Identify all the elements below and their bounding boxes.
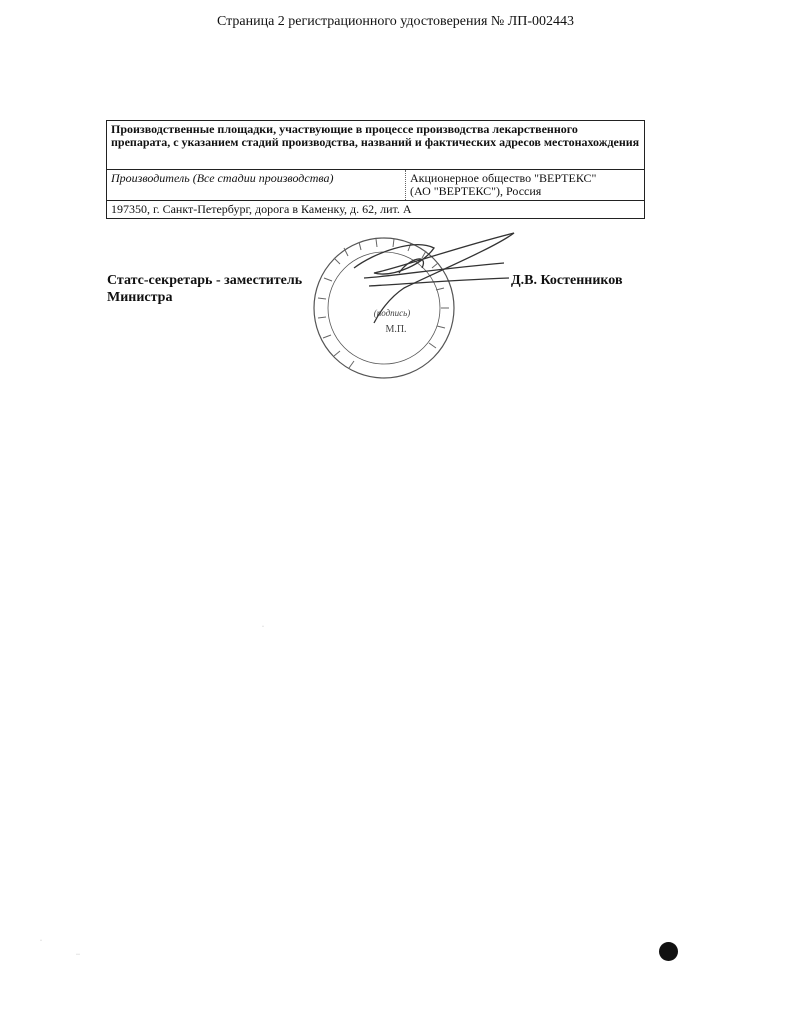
table-row — [107, 121, 645, 170]
signatory-position — [107, 272, 327, 306]
table-row — [107, 170, 645, 201]
official-stamp-and-signature — [304, 228, 544, 398]
table-heading: Производственные площадки, участвующие в процессе производства лекарственного препарата, с указанием стадий производства, названий и фактических адресов местонахождения — [107, 121, 645, 170]
scan-speck: · — [262, 624, 264, 630]
manufacturer-name — [406, 170, 645, 201]
company-short-name-line: (АО "ВЕРТЕКС"), Россия — [410, 184, 542, 198]
page-header: Страница 2 регистрационного удостоверения № ЛП-002443 — [216, 14, 575, 29]
stamp-ring-lettering — [318, 239, 449, 368]
production-sites-table — [106, 120, 645, 219]
manufacturer-role: Производитель (Все стадии производства) — [107, 170, 406, 201]
position-line: Министра — [107, 290, 173, 305]
company-name-line: Акционерное общество "ВЕРТЕКС" — [410, 171, 597, 185]
scan-speck: · — [40, 938, 42, 944]
table-row — [107, 201, 645, 219]
stamp-seal-label: М.П. — [385, 324, 407, 335]
corner-mark — [659, 942, 678, 961]
position-line: Статс-секретарь - заместитель — [107, 273, 303, 288]
scan-speck: ·· — [76, 952, 80, 958]
signatory-name: Д.В. Костенников — [511, 273, 623, 288]
manufacturer-address: 197350, г. Санкт-Петербург, дорога в Каменку, д. 62, лит. А — [107, 201, 645, 219]
stamp-signature-label: (подпись) — [373, 308, 411, 318]
